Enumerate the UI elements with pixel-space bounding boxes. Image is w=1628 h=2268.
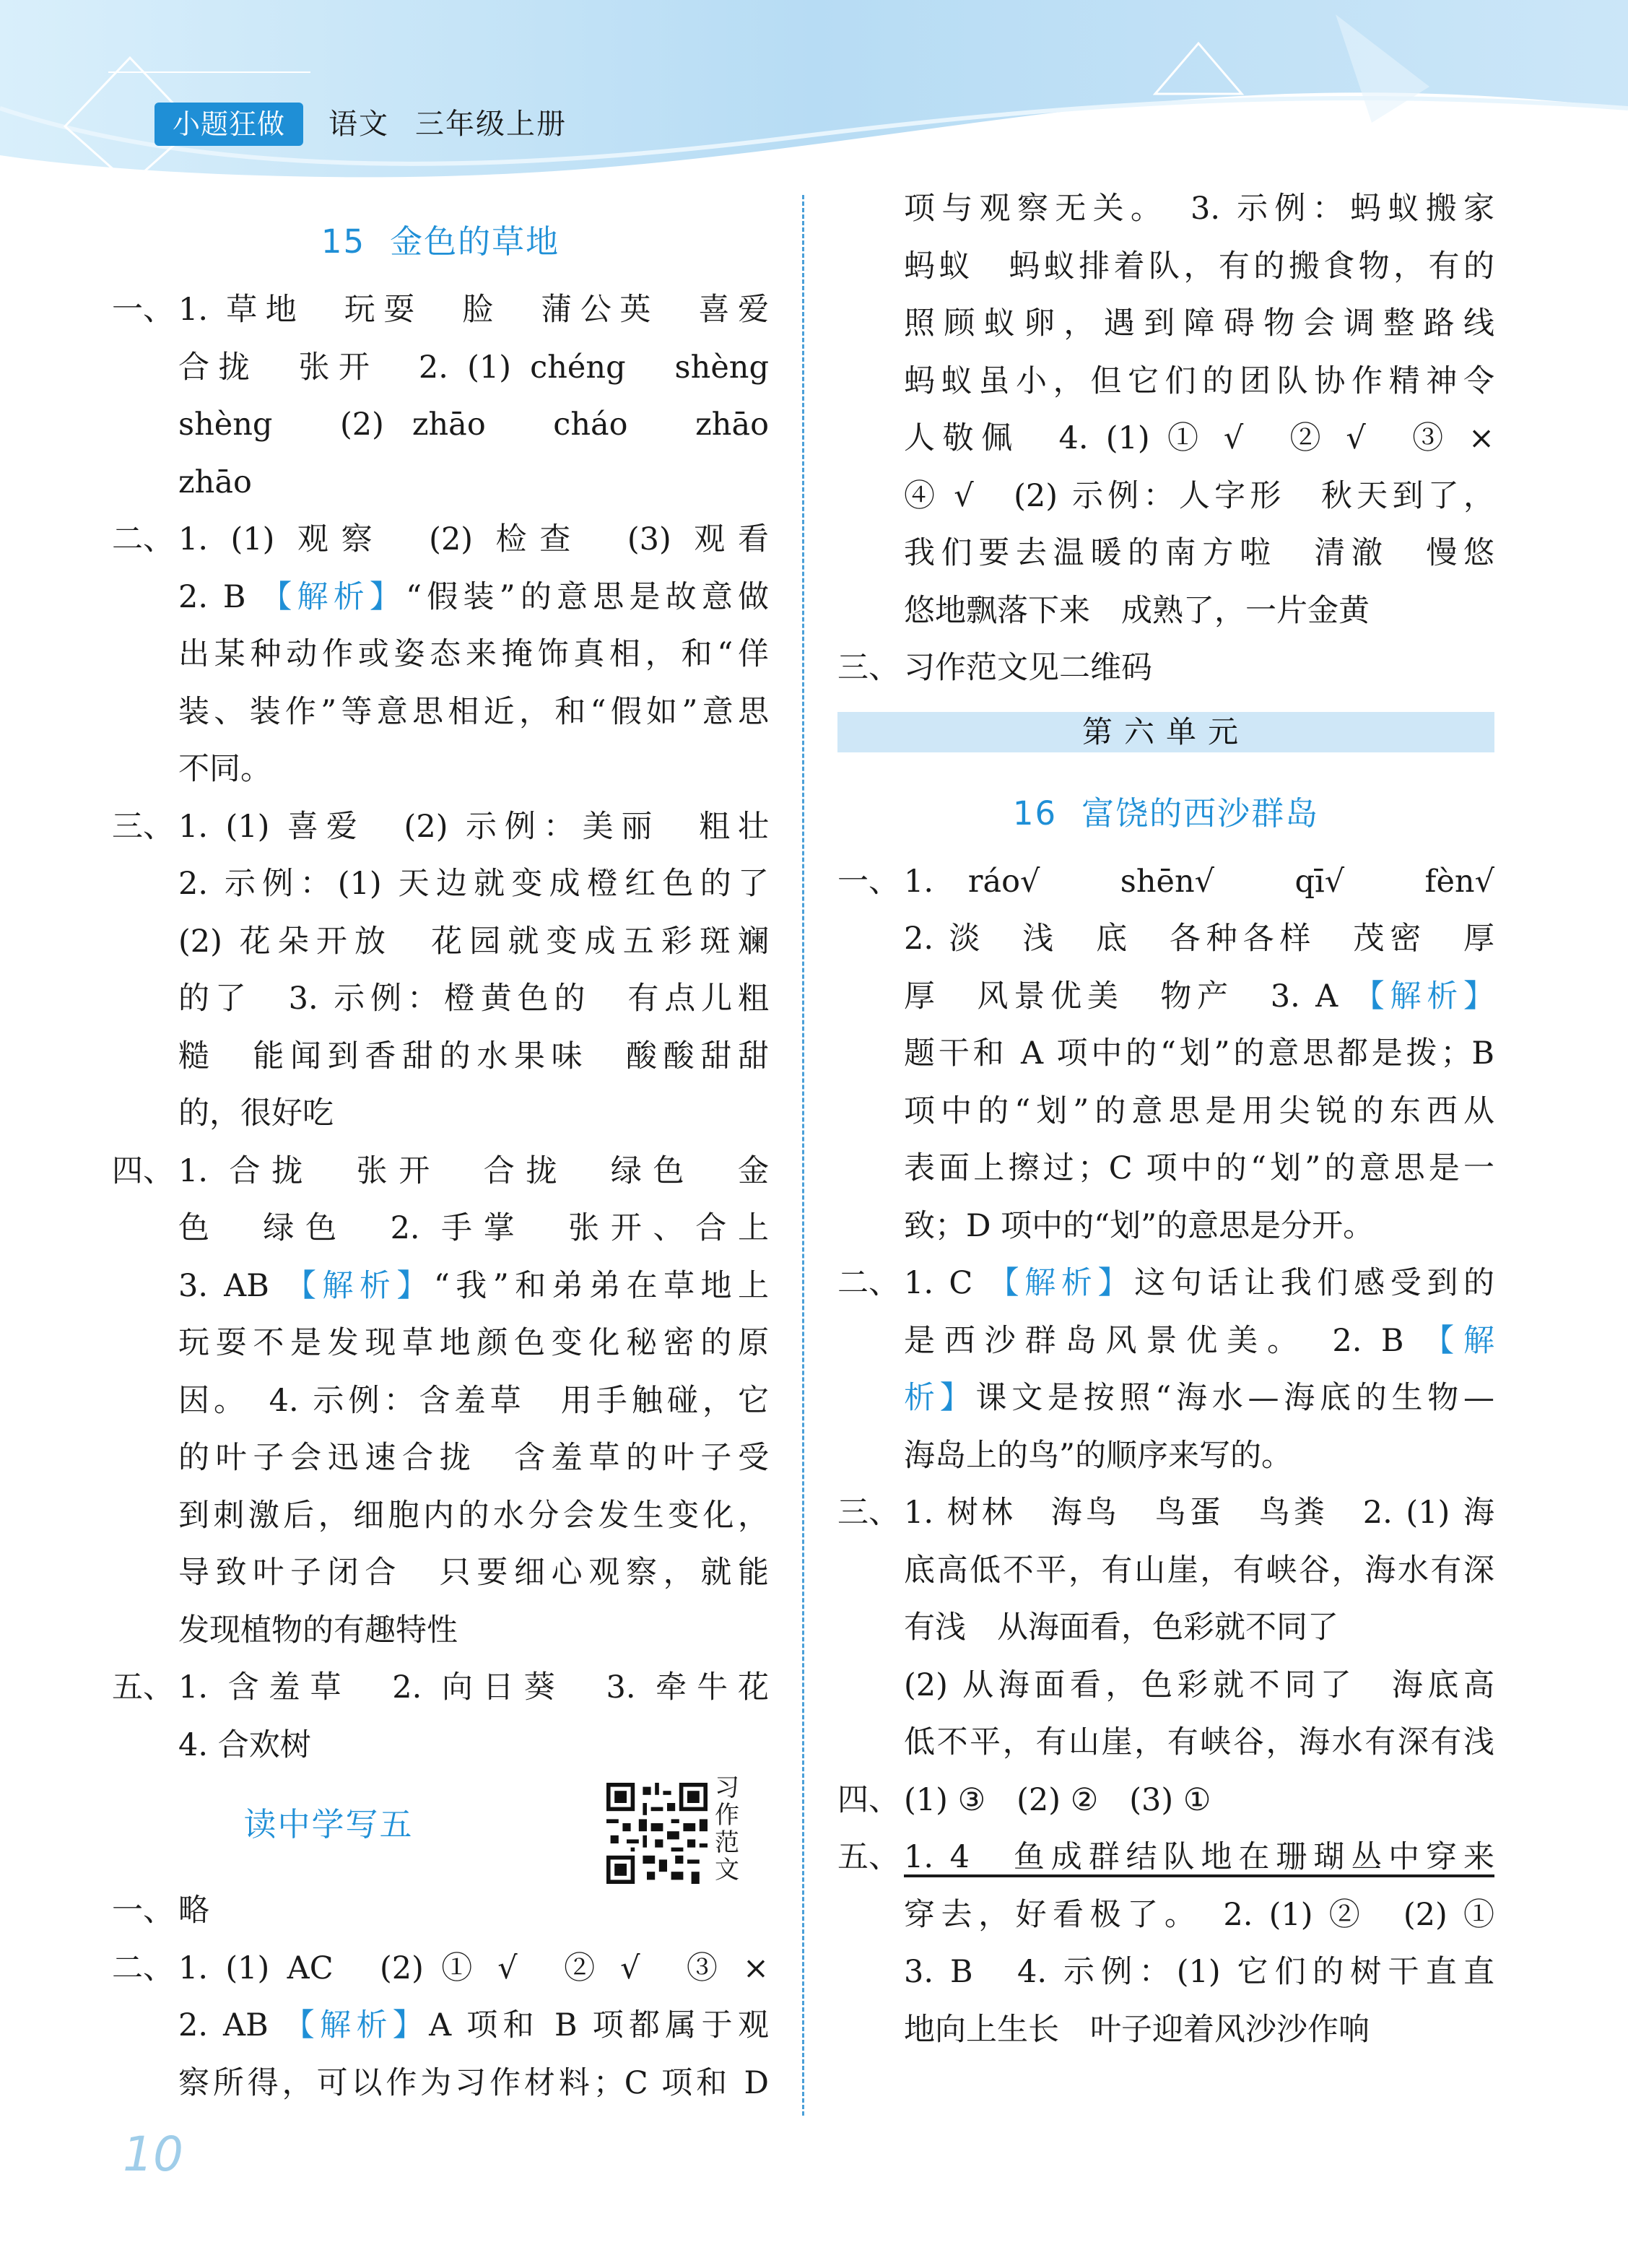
answer-line: 2. 示例：(1) 天边就变成橙红色的了 (178, 866, 769, 902)
qr-code-block[interactable] (606, 1773, 769, 1885)
answer-line: 习作范文见二维码 (904, 650, 1152, 686)
read-write-section-3 (837, 640, 1494, 698)
answer-line: 玩耍不是发现草地颜色变化秘密的原 (178, 1325, 769, 1361)
unit-6-title: 第六单元 (837, 712, 1494, 752)
answer-line: 1. ráo√ shēn√ qī√ fèn√ (904, 863, 1494, 900)
subject-label: 语文 (328, 108, 389, 141)
lesson-number: 16 (1012, 794, 1058, 833)
answer-line: (2) 花朵开放 花园就变成五彩斑斓 (178, 923, 769, 960)
answer-line: 致；D 项中的“划”的意思是分开。 (904, 1207, 1375, 1244)
section-label: 一、 (112, 1893, 174, 1929)
answer-line: 1. 合拢 张开 合拢 绿色 金 (178, 1152, 769, 1189)
read-write-title: 读中学写五 (243, 1805, 414, 1843)
answer-line: 项与观察无关。 3. 示例：蚂蚁搬家 (904, 191, 1494, 227)
answer-line: shèng (2) zhāo cháo zhāo (178, 407, 769, 443)
answer-line: 项中的“划”的意思是用尖锐的东西从 (904, 1092, 1494, 1129)
section-label: 三、 (837, 650, 900, 686)
lesson-name: 金色的草地 (390, 222, 560, 261)
answer-line: 海岛上的鸟”的顺序来写的。 (904, 1437, 1292, 1474)
answer-line: 不同。 (178, 751, 271, 787)
answer-line: 地向上生长 叶子迎着风沙沙作响 (904, 2011, 1370, 2048)
answer-line: 的叶子会迅速合拢 含羞草的叶子受 (178, 1440, 769, 1476)
answer-line: 导致叶子闭合 只要细心观察，就能 (178, 1555, 769, 1591)
answer-line: 表面上擦过；C 项中的“划”的意思是一 (904, 1150, 1494, 1186)
section-label: 二、 (112, 521, 174, 557)
section-label: 一、 (112, 292, 174, 328)
answer-line: 悠地飘落下来 成熟了，一片金黄 (904, 592, 1370, 629)
section-label: 一、 (837, 863, 900, 900)
section-4 (837, 1772, 1494, 1830)
answer-line: 题干和 A 项中的“划”的意思都是拨；B (904, 1035, 1494, 1072)
answer-line: 的，很好吃 (178, 1095, 334, 1131)
answer-line: 照顾蚁卵，遇到障碍物会调整路线 (904, 305, 1494, 342)
section-label: 五、 (112, 1669, 174, 1706)
section-1 (112, 282, 769, 511)
answer-line: 2. 淡 浅 底 各种各样 茂密 厚 (904, 921, 1494, 957)
section-2 (837, 1255, 1494, 1485)
answer-line: 析】课文是按照“海水—海底的生物— (904, 1380, 1495, 1416)
column-divider (802, 195, 804, 2116)
grade-label: 三年级上册 (415, 108, 567, 141)
answer-line: 3. B 4. 示例：(1) 它们的树干直直 (904, 1954, 1494, 1990)
answer-line: 合拢 张开 2. (1) chéng shèng (178, 349, 769, 386)
answer-line: 色 绿色 2. 手掌 张开、合上 (178, 1210, 769, 1246)
answer-line: zhāo (178, 464, 252, 500)
answer-line: 因。 4. 示例：含羞草 用手触碰，它 (178, 1382, 769, 1419)
section-1 (837, 853, 1494, 1256)
answer-line: 是西沙群岛风景优美。 2. B 【解 (904, 1322, 1495, 1359)
section-5 (837, 1829, 1494, 2059)
answer-line: 4. 合欢树 (178, 1726, 311, 1763)
answer-line: 1. 树林 海鸟 鸟蛋 鸟粪 2. (1) 海 (904, 1495, 1494, 1531)
page-number: 10 (123, 2126, 183, 2182)
answer-line: 糙 能闻到香甜的水果味 酸酸甜甜 (178, 1038, 769, 1074)
answer-line: 发现植物的有趣特性 (178, 1612, 458, 1648)
answer-line: 低不平，有山崖，有峡谷，海水有深有浅 (904, 1724, 1494, 1760)
answer-line: 到刺激后，细胞内的水分会发生变化， (178, 1497, 769, 1534)
qr-code[interactable] (606, 1783, 708, 1884)
answer-line: 底高低不平，有山崖，有峡谷，海水有深 (904, 1552, 1494, 1589)
answer-line: 1. C 【解析】这句话让我们感受到的 (904, 1265, 1495, 1301)
answer-line: 3. AB 【解析】“我”和弟弟在草地上 (178, 1267, 770, 1304)
section-label: 三、 (112, 808, 174, 845)
answer-line: 察所得，可以作为习作材料；C 项和 D (178, 2064, 769, 2101)
lesson-15-title (112, 202, 769, 282)
answer-line: 2. AB 【解析】A 项和 B 项都属于观 (178, 2007, 770, 2043)
lesson-name: 富饶的西沙群岛 (1081, 794, 1320, 833)
answer-line: 1. 4 鱼成群结队地在珊瑚丛中穿来 (904, 1839, 1494, 1875)
answer-line: 穿去，好看极了。 2. (1) ② (2) ① (904, 1896, 1494, 1933)
left-column (112, 202, 769, 2112)
answer-line: 2. B 【解析】“假装”的意思是故意做 (178, 578, 770, 615)
answer-line: 人敬佩 4. (1) ① √ ② √ ③ × (904, 420, 1494, 456)
section-label: 四、 (837, 1781, 900, 1818)
answer-line: (2) 从海面看，色彩就不同了 海底高 (904, 1667, 1494, 1703)
answer-line: 的了 3. 示例：橙黄色的 有点儿粗 (178, 981, 769, 1017)
qr-label: 习作范文 (715, 1773, 739, 1885)
answer-line: 有浅 从海面看，色彩就不同了 (904, 1609, 1338, 1646)
section-5 (112, 1659, 769, 1774)
answer-line: 1. (1) AC (2) ① √ ② √ ③ × (178, 1950, 769, 1986)
continued-answers (837, 181, 1494, 640)
read-write-section-2 (112, 1940, 769, 2113)
answer-line: 出某种动作或姿态来掩饰真相，和“佯 (178, 636, 769, 672)
answer-line: 1. 含羞草 2. 向日葵 3. 牵牛花 (178, 1669, 769, 1706)
section-3 (112, 799, 769, 1143)
answer-line: 1. (1) 观察 (2) 检查 (3) 观看 (178, 521, 769, 557)
right-column (837, 181, 1494, 2059)
brand-badge: 小题狂做 (154, 103, 303, 146)
answer-line: (1) ③ (2) ② (3) ① (904, 1781, 1211, 1818)
section-label: 三、 (837, 1495, 900, 1531)
section-3 (837, 1485, 1494, 1772)
section-label: 二、 (112, 1950, 174, 1986)
answer-line: 略 (178, 1893, 209, 1929)
section-4 (112, 1143, 769, 1660)
answer-line: 1. 草地 玩耍 脸 蒲公英 喜爱 (178, 292, 769, 328)
section-label: 四、 (112, 1152, 174, 1189)
section-label: 五、 (837, 1839, 900, 1875)
section-label: 二、 (837, 1265, 900, 1301)
answer-line: ④ √ (2) 示例：人字形 秋天到了， (904, 477, 1494, 514)
answer-line: 厚 风景优美 物产 3. A 【解析】 (904, 978, 1495, 1014)
lesson-number: 15 (321, 222, 366, 261)
read-write-section-1 (112, 1882, 769, 1940)
lesson-16-title (837, 774, 1494, 853)
answer-line: 1. (1) 喜爱 (2) 示例：美丽 粗壮 (178, 808, 769, 845)
read-write-header (112, 1773, 769, 1885)
answer-line: 蚂蚁 蚂蚁排着队，有的搬食物，有的 (904, 248, 1494, 284)
answer-line: 蚂蚁虽小，但它们的团队协作精神令 (904, 362, 1494, 399)
answer-line: 装、装作”等意思相近，和“假如”意思 (178, 693, 769, 730)
section-2 (112, 511, 769, 799)
answer-line: 我们要去温暖的南方啦 清澈 慢悠 (904, 535, 1494, 571)
